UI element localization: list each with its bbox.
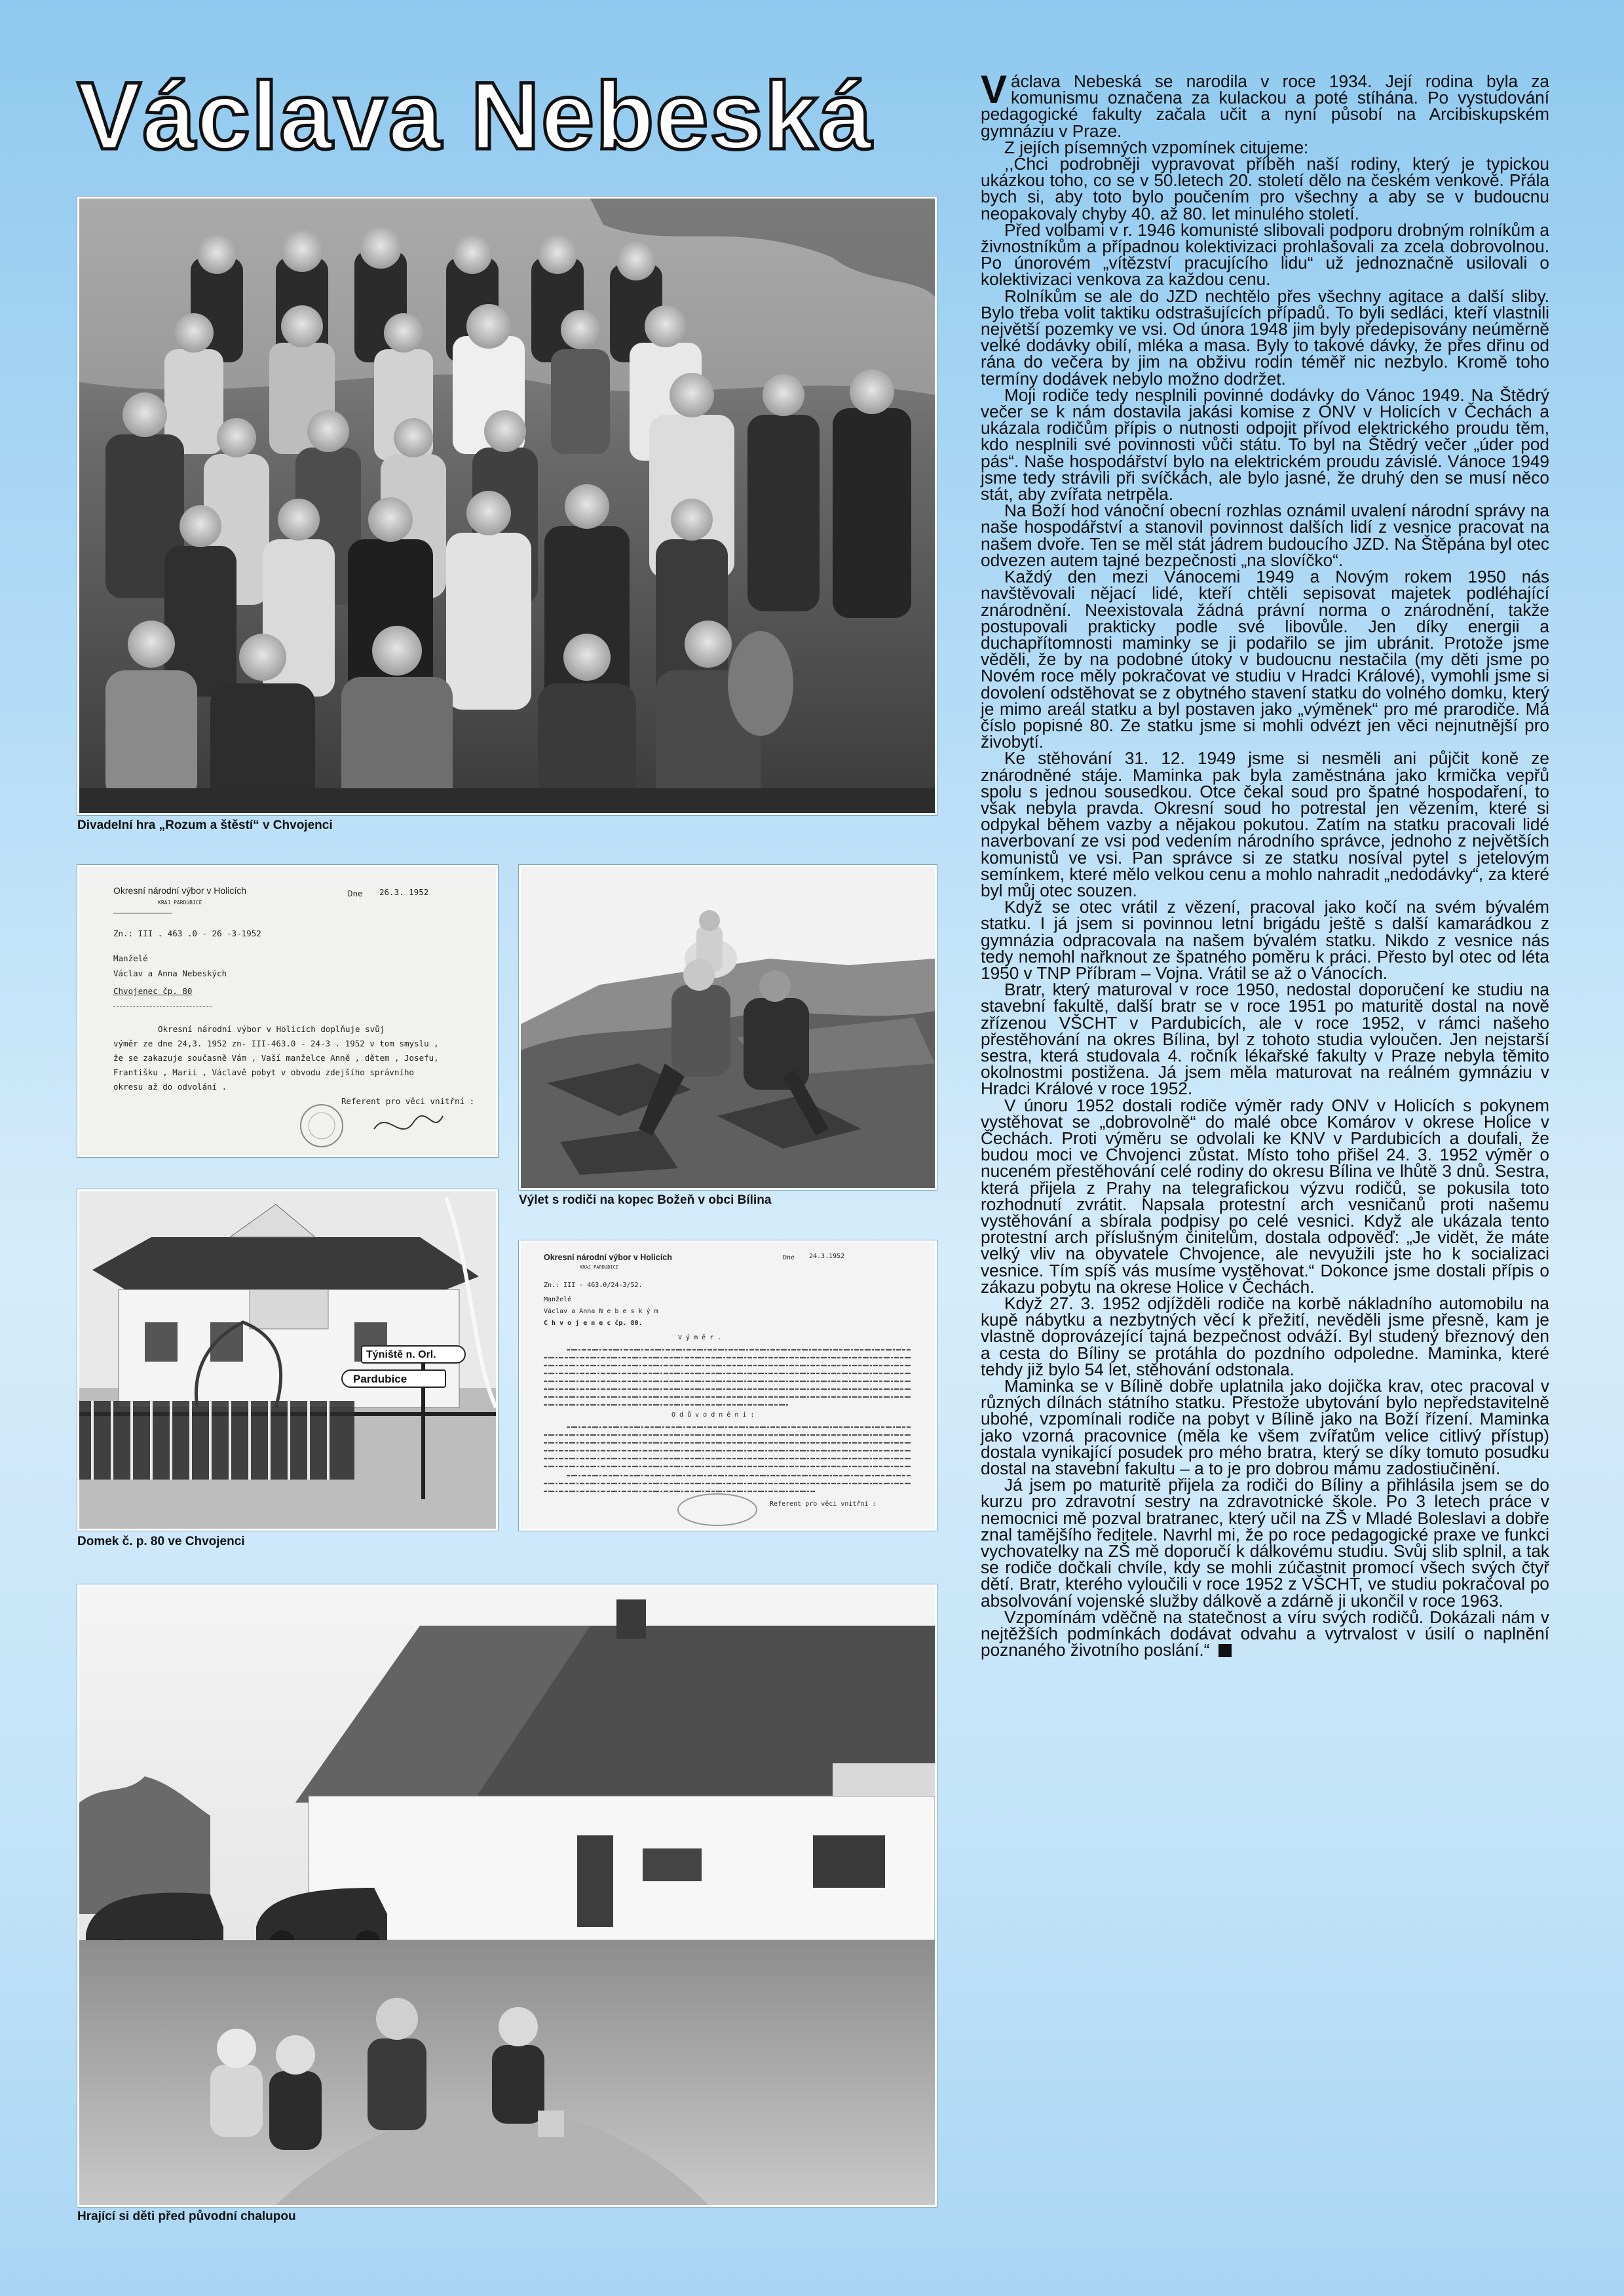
doc1-stamp-and-signature bbox=[295, 1096, 453, 1155]
doc1-body3: že se zakazuje současně Vám , Vaší manželce Anně , dětem , Josefu, bbox=[113, 1053, 439, 1063]
doc1-addr3: Chvojenec čp. 80 bbox=[113, 986, 193, 996]
children-cottage-photo bbox=[77, 1584, 937, 2207]
road-sign-tyniste bbox=[361, 1345, 466, 1364]
article-paragraph: Rolníkům se ale do JZD nechtělo přes všechny agitace a další sliby. Bylo třeba volit taktiku odstrašujících případů. To byli sedláci, kteří vlastnili největší pozemky ve vsi. Od února 1948 jim byly předepisovány neúměrně velké dodávky obilí, mléka a masa. Byly to takové dávky, že přes dřinu od rána do večera by jim na obživu rodin téměř nic nezbylo. Kromě toho termíny dodávek nebylo možno dodržet. bbox=[981, 286, 1549, 389]
hill-trip-caption: Výlet s rodiči na kopec Božeň v obci Bílina bbox=[519, 1193, 772, 1207]
doc1-ref: Zn.: III . 463 .0 - 26 -3-1952 bbox=[113, 928, 261, 938]
doc2-addr3: C h v o j e n e c čp. 80. bbox=[544, 1320, 643, 1327]
doc2-heading2: O d ů v o d n ě n í : bbox=[671, 1411, 755, 1419]
doc1-addr2: Václav a Anna Nebeských bbox=[113, 968, 227, 978]
doc2-date: 24.3.1952 bbox=[809, 1253, 845, 1260]
article-paragraph: Bratr, který maturoval v roce 1950, nedostal doporučení ke studiu na stavební fakultě, další bratr se v roce 1951 po maturitě dostal na nově zřízenou VŠCHT v Pardubicích, ale v roce 1952, v rámci našeho přestěhování na okres Bílina, byl z tohoto studia vyloučen. Jen nejstarší sestra, která studovala 4. ročník lékařské fakulty v Praze nebyla těmito okolnostmi postižena. Já jsem měla maturovat na reálném gymnáziu v Hradci Králové v roce 1952. bbox=[981, 980, 1549, 1099]
doc1-addr1: Manželé bbox=[113, 953, 148, 963]
doc2-subheader: KRAJ PARDUBICE bbox=[580, 1265, 619, 1270]
doc2-stamp bbox=[671, 1491, 763, 1527]
onv-letter-scan-1 bbox=[77, 865, 498, 1157]
article-paragraph: Z jejích písemných vzpomínek citujeme: bbox=[1004, 137, 1309, 157]
hill-trip-image bbox=[521, 867, 935, 1188]
doc2-sign: Referent pro věci vnitřní : bbox=[770, 1501, 877, 1508]
article-paragraph: Maminka se v Bílině dobře uplatnila jako dojička krav, otec pracoval v různých dílnách státního statku. Přestože ubytování bylo nepředstavitelně ubohé, vzpomínali rodiče na pobyt v Bílině jako na Boží řízení. Maminka jako vzorná pracovnice (měla ke všem zvířatům velice citlivý přístup) dostala vynikající posudek pro mého bratra, který se díky tomuto posudku dostal na stavební fakultu – a to je pro dobrou mámu zadostiučinění. bbox=[981, 1376, 1549, 1479]
doc2-ref: Zn.: III - 463.0/24-3/52. bbox=[544, 1282, 643, 1289]
hill-trip-photo bbox=[519, 865, 937, 1190]
onv-decision-scan-2 bbox=[519, 1240, 937, 1531]
doc1-body5: okresu až do odvolání . bbox=[113, 1082, 227, 1092]
doc2-heading: V ý m ě r . bbox=[678, 1334, 722, 1341]
doc1-date: 26.3. 1952 bbox=[379, 887, 429, 897]
house-80-caption: Domek č. p. 80 ve Chvojenci bbox=[77, 1535, 245, 1548]
theatre-play-photo bbox=[77, 197, 937, 815]
doc2-date-label: Dne bbox=[783, 1254, 795, 1261]
road-sign-pardubice-label: Pardubice bbox=[353, 1373, 407, 1385]
article-paragraph: ,,Chci podrobněji vypravovat příběh naší rodiny, který je typickou ukázkou toho, co se v 50.letech 20. století dělo na českém venkově. Přála bych si, aby toto bylo poučením pro všechny a aby se v budoucnu neopakovaly chyby 40. až 80. let minulého století. bbox=[981, 154, 1549, 223]
doc2-addr2: Václav a Anna N e b e s k ý m bbox=[544, 1308, 658, 1315]
theatre-play-caption: Divadelní hra „Rozum a štěstí“ v Chvojenci bbox=[77, 818, 333, 832]
doc1-date-label: Dne bbox=[348, 889, 363, 898]
doc2-header: Okresní národní výbor v Holicích bbox=[544, 1253, 672, 1262]
article-paragraph: V únoru 1952 dostali rodiče výměr rady ONV v Holicích s pokynem vystěhovat se „dobrovolně“ do malé obce Komárov v okrese Holice v Čechách. Proti výměru se odvolali ke KNV v Pardubicích a doufali, že budou moci ve Chvojenci zůstat. Místo toho přišel 24. 3. 1952 výměr o nuceném přestěhování celé rodiny do okresu Bílina ve lhůtě 3 dnů. Sestra, která přijela z Prahy na telegrafickou výzvu rodičů, se pokusila toto rozhodnutí zvrátit. Napsala protestní arch vesničanů proti našemu vystěhování a sbírala podpisy po celé vesnici. Když ale ukázala tento protestní arch příslušným činitelům, dostala odpověď: „Je vidět, že máte velký vliv na obyvatele Chvojence, ale nevyužili jste ho k socializaci vesnice. Tím spíš vás musíme vystěhovat.“ Dokonce jsme dostali přípis o zákazu pobytu na okrese Holice v Čechách. bbox=[981, 1095, 1549, 1297]
article-paragraph: Když 27. 3. 1952 odjížděli rodiče na korbě nákladního automobilu na kupě nábytku a nezbytných věcí k přežití, nevěděli jsme přesně, kam je vlastně doprovázející tajná bezpečnost odváží. Byl studený březnový den a cesta do Bíliny se protáhla do pozdního odpoledne. Maminka, které tehdy již bylo 54 let, stěhování odstonala. bbox=[981, 1293, 1549, 1379]
doc2-body-lines bbox=[540, 1346, 914, 1497]
article-paragraph: Já jsem po maturitě přijela za rodiči do Bíliny a přihlásila jsem se do kurzu pro zdravotní sestry na zdravotnické škole. Po 3 letech práce v nemocnici mě pozval bratranec, který učil na ZŠ v Mladé Boleslavi a dobře znal tamějšího ředitele. Navrhl mi, že po roce pedagogické praxe ve funkci vychovatelky na ZŠ mě doporučí k dálkovému studiu. Svůj slib splnil, a tak se rodiče dočkali chvíle, kdy se mohli zúčastnit promocí všech svých čtyř dětí. Bratr, kterého vyloučili v roce 1952 z VŠCHT, ve studiu pokračoval po absolvování vojenské služby dálkově a zdárně ji ukončil v roce 1963. bbox=[981, 1475, 1549, 1611]
article-paragraph: Moji rodiče tedy nesplnili povinné dodávky do Vánoc 1949. Na Štědrý večer se k nám dostavila jakási komise z ONV v Holicích v Čechách a ukázala rodičům přípis o nutnosti odpojit přívod elektrického proudu těm, kdo nesplnili své povinnosti vůči státu. To byl na Štědrý večer „úder pod pás“. Naše hospodářství bylo na elektrickém proudu závislé. Vánoce 1949 jsme tedy strávili při svíčkách, ale bylo jasné, že druhý den se musí něco stát, aby zvířata netrpěla. bbox=[981, 385, 1549, 505]
doc1-header: Okresní národní výbor v Holicích bbox=[113, 885, 247, 896]
doc2-addr1: Manželé bbox=[544, 1296, 572, 1303]
drop-cap: V bbox=[981, 67, 1008, 111]
article-paragraph: Před volbami v r. 1946 komunisté slibovali podporu drobným rolníkům a živnostníkům a případnou kolektivizaci prohlašovali za zcela dobrovolnou. Po únorovém „vítězství pracujícího lidu“ už jednoznačně usilovali o kolektivizaci venkova za každou cenu. bbox=[981, 220, 1549, 290]
house-80-photo bbox=[77, 1189, 498, 1531]
doc1-subheader: KRAJ PARDUBICE bbox=[158, 900, 202, 906]
doc1-body4: Františku , Marii , Václavě pobyt v obvodu zdejšího správního bbox=[113, 1067, 415, 1077]
article-text bbox=[981, 67, 1549, 2275]
article-paragraph: Ke stěhování 31. 12. 1949 jsme si nesměli ani půjčit koně ze znárodněné stáje. Maminka pak byla zaměstnána jako krmička vepřů spolu s jednou sousedkou. Otce čekal soud pro špatné hospodaření, to však nebyla pravda. Okresní soud ho potrestal jen vězením, které si odpykal během vazby a nějakou pokutou. Zatím na statku pracovali lidé naverbovaní ze vsi pod vedením národního správce, jednoho z největších komunistů ve vsi. Pan správce si ze statku nosíval pytel s jetelovým semínkem, které mělo velkou cenu a mohlo nahradit „nedodávky“, za které byl můj otec souzen. bbox=[981, 748, 1549, 900]
children-cottage-image bbox=[79, 1586, 935, 2205]
children-cottage-caption: Hrající si děti před původní chalupou bbox=[77, 2210, 296, 2223]
article-paragraph: Vzpomínám vděčně na statečnost a víru svých rodičů. Dokázali nám v nejtěžších podmínkách dodávat odvahu a vytrvalost v úsilí o naplnění poznaného životního poslání.“ bbox=[981, 1607, 1549, 1660]
page-title: Václava Nebeská bbox=[77, 62, 874, 169]
doc1-body1: Okresní národní výbor v Holicích doplňuje svůj bbox=[158, 1024, 385, 1034]
doc1-body2: výměr ze dne 24,3. 1952 zn- III-463.0 - 24-3 . 1952 v tom smyslu , bbox=[113, 1039, 439, 1048]
doc1-sign: Referent pro věci vnitřní : bbox=[341, 1096, 475, 1106]
article-paragraph: Každý den mezi Vánocemi 1949 a Novým rokem 1950 nás navštěvovali nějací lidé, kteří chtěli sepisovat majetek podléhající znárodnění. Neexistovala žádná právní norma o znárodnění, takže postupovali prakticky podle své libovůle. Jen díky energii a duchapřítomnosti maminky se ji podařilo se jim ubránit. Protože jsme věděli, že by na podobné útoky v budoucnu nestačila (my děti jsme po Novém roce měly pokračovat ve studiu v Hradci Králové), vymohli jsme si dovolení odstěhovat se z obytného stavení statku do volného domku, který je mimo areál statku a byl postaven jako „výměnek“ pro mé prarodiče. Má číslo popisné 80. Ze statku jsme si mohli odvézt jen věci nejnutnější pro živobytí. bbox=[981, 567, 1549, 752]
article-paragraph: Když se otec vrátil z vězení, pracoval jako kočí na svém bývalém statku. I já jsem si povinnou letní brigádu ještě s další kamarádkou z gymnázia odpracovala na našem bývalém statku. Nikdo z vesnice nás tedy nemohl nařknout ze špatného poměru k práci. Přesto byl otec od léta 1950 v TNP Příbram – Vojna. Vrátil se až o Vánocích. bbox=[981, 897, 1549, 983]
article-paragraph: Na Boží hod vánoční obecní rozhlas oznámil uvalení národní správy na naše hospodářství a stanovil povinnost dalších lidí z vesnice pracovat na našem dvoře. Ten se měl stát jádrem budoucího JZD. Na Štěpána byl otec odvezen autem tajné bezpečnosti „na slovíčko“. bbox=[981, 501, 1549, 570]
road-sign-pardubice bbox=[341, 1369, 446, 1388]
article-paragraph: Václava Nebeská se narodila v roce 1934. Její rodina byla za komunismu označena za kulackou a poté stíhána. Po vystudování pedagogické fakulty začala učit a nyní působí na Arcibiskupském gymnáziu v Praze. bbox=[981, 67, 1549, 141]
theatre-play-image bbox=[79, 199, 935, 813]
end-mark-icon bbox=[1218, 1644, 1232, 1657]
road-sign-tyniste-label: Týniště n. Orl. bbox=[366, 1349, 436, 1360]
